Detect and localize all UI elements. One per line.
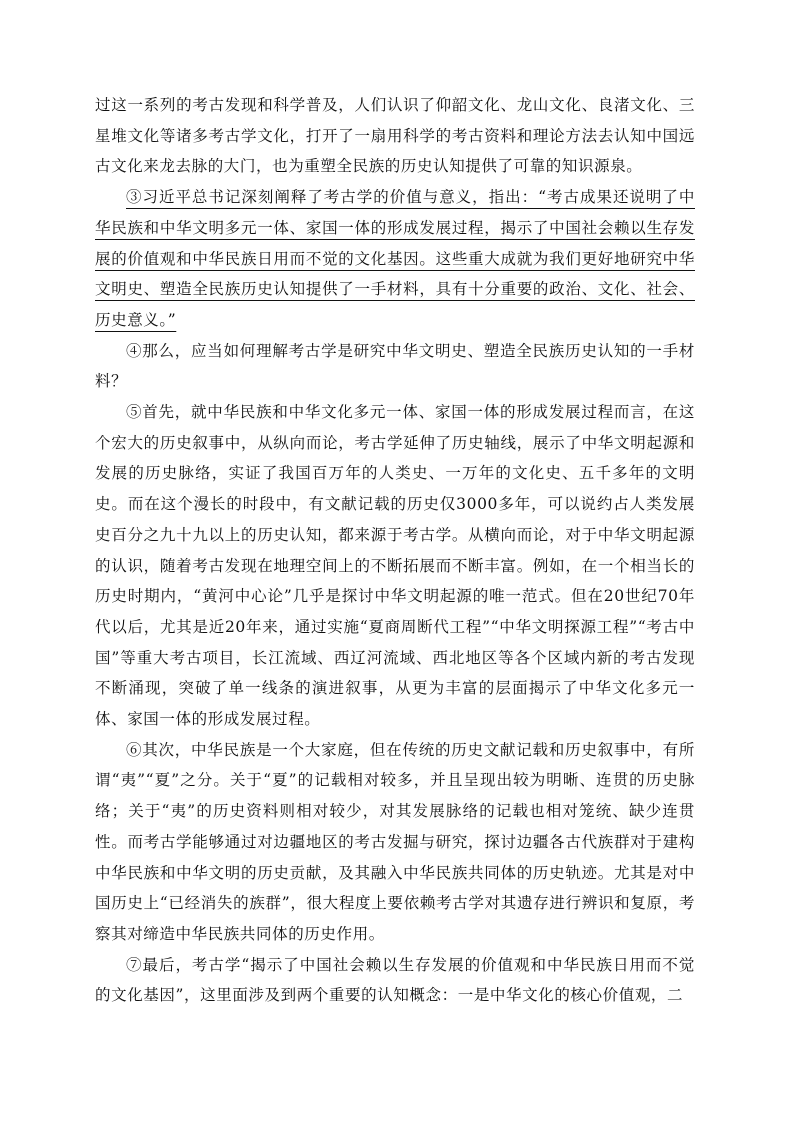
paragraph-7: ⑦最后，考古学“揭示了中国社会赖以生存发展的价值观和中华民族日用而不觉的文化基因”，这里面涉及到两个重要的认知概念：一是中华文化的核心价值观，二 xyxy=(95,955,695,1005)
underlined-quote: ③习近平总书记深刻阐释了考古学的价值与意义，指出：“考古成果还说明了中华民族和中华文明多元一体、家国一体的形成发展过程，揭示了中国社会赖以生存发展的价值观和中华民族日用而不觉的文化基因。这些重大成就为我们更好地研究中华文明史、塑造全民族历史认知提供了一手材料，具有十分重要的政治、文化、社会、历史意义。” xyxy=(95,188,695,329)
paragraph-5: ⑤首先，就中华民族和中华文化多元一体、家国一体的形成发展过程而言，在这个宏大的历史叙事中，从纵向而论，考古学延伸了历史轴线，展示了中华文明起源和发展的历史脉络，实证了我国百万年的人类史、一万年的文化史、五千多年的文明史。而在这个漫长的时段中，有文献记载的历史仅3000多年，可以说约占人类发展史百分之九十九以上的历史认知，都来源于考古学。从横向而论，对于中华文明起源的认识，随着考古发现在地理空间上的不断拓展而不断丰富。例如，在一个相当长的历史时期内，“黄河中心论”几乎是探讨中华文明起源的唯一范式。但在20世纪70年代以后，尤其是近20年来，通过实施“夏商周断代工程”“中华文明探源工程”“考古中国”等重大考古项目，长江流域、西辽河流域、西北地区等各个区域内新的考古发现不断涌现，突破了单一线条的演进叙事，从更为丰富的层面揭示了中华文化多元一体、家国一体的形成发展过程。 xyxy=(95,403,695,729)
paragraph-3 xyxy=(95,182,695,336)
paragraph-6: ⑥其次，中华民族是一个大家庭，但在传统的历史文献记载和历史叙事中，有所谓“夷”“夏”之分。关于“夏”的记载相对较多，并且呈现出较为明晰、连贯的历史脉络；关于“夷”的历史资料则相对较少，对其发展脉络的记载也相对笼统、缺少连贯性。而考古学能够通过对边疆地区的考古发掘与研究，探讨边疆各古代族群对于建构中华民族和中华文明的历史贡献，及其融入中华民族共同体的历史轨迹。尤其是对中国历史上“已经消失的族群”，很大程度上要依赖考古学对其遗存进行辨识和复原，考察其对缔造中华民族共同体的历史作用。 xyxy=(95,740,695,943)
document-page xyxy=(95,90,695,1011)
paragraph-continuation: 过这一系列的考古发现和科学普及，人们认识了仰韶文化、龙山文化、良渚文化、三星堆文化等诸多考古学文化，打开了一扇用科学的考古资料和理论方法去认知中国远古文化来龙去脉的大门，也为重塑全民族的历史认知提供了可靠的知识源泉。 xyxy=(95,96,695,176)
paragraph-4: ④那么，应当如何理解考古学是研究中华文明史、塑造全民族历史认知的一手材料？ xyxy=(95,341,695,391)
